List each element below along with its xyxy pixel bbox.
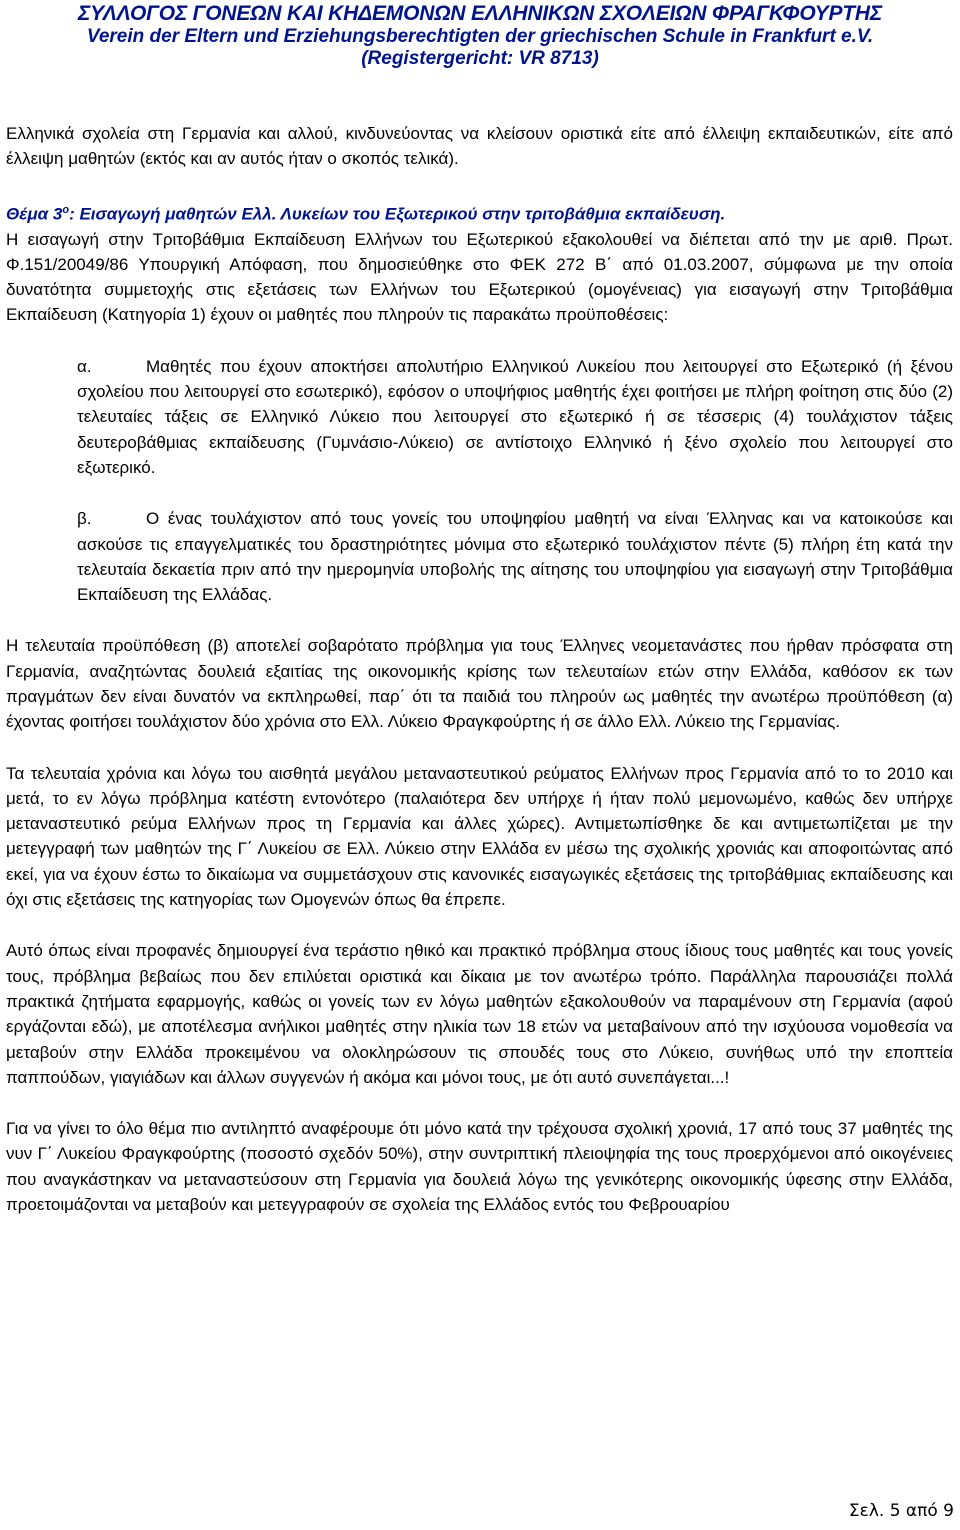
list-marker-a: α. — [77, 356, 92, 376]
list-text-a: Μαθητές που έχουν αποκτήσει απολυτήριο Ελληνικού Λυκείου που λειτουργεί στο Εξωτερικό (ή ξένου σχολείου που λειτουργεί στο εσωτερικό), εφόσον ο υποψήφιος μαθητής έχει φοιτήσει με πλήρη φοίτηση στις δύο (2) τελευταίες τάξεις σε Ελληνικό Λύκειο που λειτουργεί στο εξωτερικό ή σε τέσσερις (4) τουλάχιστον τάξεις δευτεροβάθμιας εκπαίδευσης (Γυμνάσιο-Λύκειο) σε αντίστοιχο Ελληνικό ή ξένο σχολείο που λειτουργεί στο εξωτερικό. — [77, 356, 953, 477]
page-number: Σελ. 5 από 9 — [848, 1501, 954, 1521]
list-text-b: Ο ένας τουλάχιστον από τους γονείς του υποψηφίου μαθητή να είναι Έλληνας και να κατοικούσε και ασκούσε τις επαγγελματικές του δραστηριότητες μόνιμα στο εξωτερικό τουλάχιστον πέντε (5) πλήρη έτη κατά την τελευταία δεκαετία πριν από την ημερομηνία υποβολής της αίτησης του υποψηφίου για εισαγωγή στην Τριτοβάθμια Εκπαίδευση της Ελλάδας. — [77, 509, 953, 605]
document-body — [6, 121, 953, 1217]
list-item-b — [77, 506, 953, 607]
paragraph-migration: Τα τελευταία χρόνια και λόγω του αισθητά μεγάλου μεταναστευτικού ρεύματος Ελλήνων προς Γερμανία από το το 2010 και μετά, το εν λόγω πρόβλημα κατέστη εντονότερο (παλαιότερα δεν υπήρχε ή ήταν πολύ μεμονωμένο, καθώς δεν υπήρχε μεταναστευτικό ρεύμα Ελλήνων προς τη Γερμανία και άλλες χώρες). Αντιμετωπίσθηκε δε και αντιμετωπίζεται με την μετεγγραφή των μαθητών της Γ΄ Λυκείου σε Ελλ. Λύκειο στην Ελλάδα εν μέσω της σχολικής χρονιάς και αποφοιτώντας από εκεί, για να έχουν έστω το δικαίωμα να συμμετάσχουν στις κανονικές εισαγωγικές εξετάσεις της τριτοβάθμιας εκπαίδευσης και όχι στις εξετάσεις της κατηγορίας των Ομογενών όπως θα έπρεπε. — [6, 763, 953, 910]
intro-paragraph: Ελληνικά σχολεία στη Γερμανία και αλλού, κινδυνεύοντας να κλείσουν οριστικά είτε από έλλειψη εκπαιδευτικών, είτε από έλλειψη μαθητών (εκτός και αν αυτός ήταν ο σκοπός τελικά). — [6, 124, 953, 169]
register-number: (Registergericht: VR 8713) — [361, 48, 599, 69]
topic-superscript: ο — [62, 203, 70, 216]
letterhead — [0, 0, 960, 70]
list-item-a — [77, 354, 953, 480]
paragraph-consequences: Αυτό όπως είναι προφανές δημιουργεί ένα τεράστιο ηθικό και πρακτικό πρόβλημα στους ίδιους τους μαθητές και τους γονείς τους, πρόβλημα βεβαίως που δεν επιλύεται οριστικά και δίκαια με τον ανωτέρω τρόπο. Παράλληλα παρουσιάζει πολλά πρακτικά ζητήματα εφαρμογής, καθώς οι γονείς των εν λόγω μαθητών εξακολουθούν να παραμένουν στη Γερμανία (αφού εργάζονται εδώ), με αποτέλεσμα ανήλικοι μαθητές στην ηλικία των 18 ετών να μεταβαίνουν από την ισχύουσα νομοθεσία να μεταβούν στην Ελλάδα προκειμένου να ολοκληρώσουν τις σπουδές τους στο Λύκειο, συνήθως υπό την εποπτεία παππούδων, γιαγιάδων και άλλων συγγενών ή ακόμα και μόνοι τους, με ότι αυτό συνεπάγεται...! — [6, 941, 953, 1087]
paragraph-admission-rules: Η εισαγωγή στην Τριτοβάθμια Εκπαίδευση Ελλήνων του Εξωτερικού εξακολουθεί να διέπεται από την με αριθ. Πρωτ. Φ.151/20049/86 Υπουργική Απόφαση, που δημοσιεύθηκε στο ΦΕΚ 272 Β΄ από 01.03.2007, σύμφωνα με την οποία δυνατότητα συμμετοχής στις εξετάσεις των Ελλήνων του Εξωτερικού (ομογένειας) για εισαγωγή στην Τριτοβάθμια Εκπαίδευση (Κατηγορία 1) έχουν οι μαθητές που πληρούν τις παρακάτω προϋποθέσεις: — [6, 229, 953, 325]
topic-title: : Εισαγωγή μαθητών Ελλ. Λυκείων του Εξωτερικού στην τριτοβάθμια εκπαίδευση. — [69, 204, 726, 224]
topic-prefix: Θέμα 3 — [6, 204, 63, 224]
paragraph-statistics: Για να γίνει το όλο θέμα πιο αντιληπτό αναφέρουμε ότι μόνο κατά την τρέχουσα σχολική χρονιά, 17 από τους 37 μαθητές της νυν Γ΄ Λυκείου Φραγκφούρτης (ποσοστό σχεδόν 50%), στην συντριπτική πλειοψηφία της τους προερχόμενοι από οικογένειες που αναγκάστηκαν να μεταναστεύσουν στη Γερμανία για δουλειά λόγω της γενικότερης οικονομικής ύφεσης στην Ελλάδα, προετοιμάζονται να μεταβούν και μετεγγραφούν σε σχολεία της Ελλάδος εντός του Φεβρουαρίου — [6, 1119, 953, 1215]
list-marker-b: β. — [77, 509, 92, 529]
association-name-greek: ΣΥΛΛΟΓΟΣ ΓΟΝΕΩΝ ΚΑΙ ΚΗΔΕΜΟΝΩΝ ΕΛΛΗΝΙΚΩΝ ΣΧΟΛΕΙΩΝ ΦΡΑΓΚΦΟΥΡΤΗΣ — [77, 2, 883, 25]
association-name-german: Verein der Eltern und Erziehungsberechtigten der griechischen Schule in Frankfurt e.V. — [86, 26, 874, 47]
paragraph-problem: Η τελευταία προϋπόθεση (β) αποτελεί σοβαρότατο πρόβλημα για τους Έλληνες νεομετανάστες που ήρθαν πρόσφατα στη Γερμανία, αναζητώντας δουλειά εξαιτίας της οικονομικής κρίσης των τελευταίων ετών στην Ελλάδα, καθόσον εκ των πραγμάτων δεν είναι δυνατόν να εκπληρωθεί, παρ΄ ότι τα παιδιά του πληρούν ως μαθητές την ανωτέρω προϋπόθεση (α) έχοντας φοιτήσει τουλάχιστον δύο χρόνια στο Ελλ. Λύκειο Φραγκφούρτης ή σε άλλο Ελλ. Λύκειο της Γερμανίας. — [6, 636, 953, 732]
topic-heading — [6, 198, 953, 227]
